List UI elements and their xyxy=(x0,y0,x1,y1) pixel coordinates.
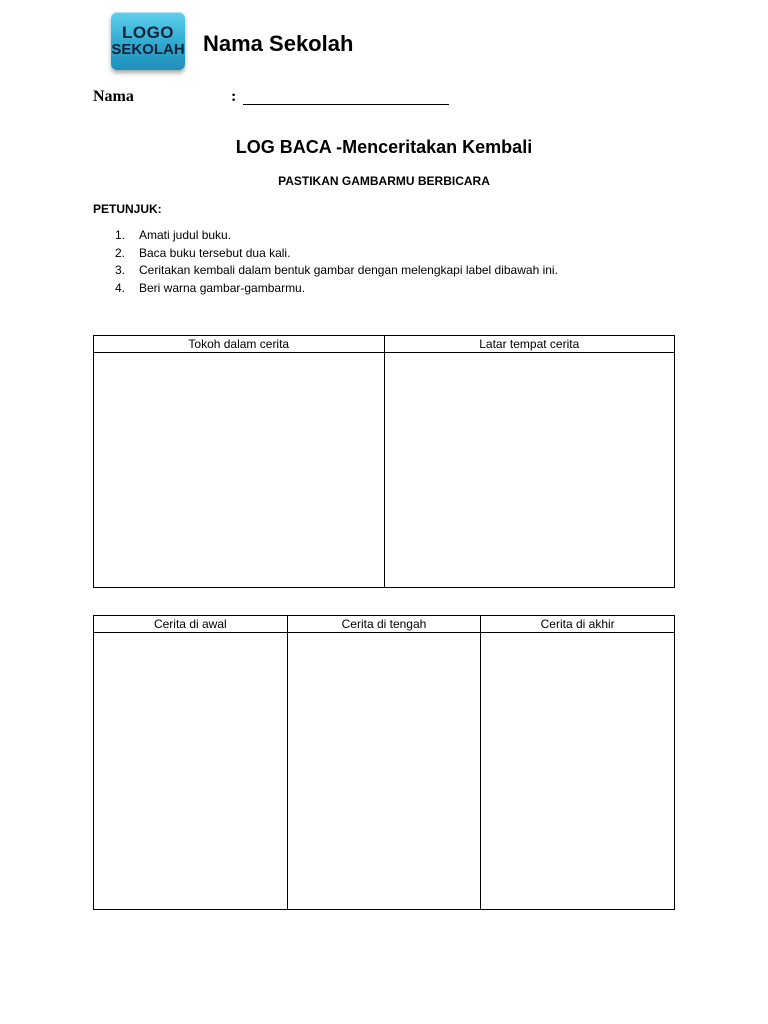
logo-text-line1: LOGO xyxy=(121,23,175,43)
drawing-box-end[interactable] xyxy=(481,633,675,910)
table-header-characters: Tokoh dalam cerita xyxy=(94,336,385,353)
table-header-beginning: Cerita di awal xyxy=(94,616,288,633)
list-item xyxy=(115,281,558,299)
list-item xyxy=(115,263,558,281)
drawing-box-middle[interactable] xyxy=(287,633,481,910)
story-sequence-table xyxy=(93,615,675,910)
step-text: Amati judul buku. xyxy=(139,228,232,242)
step-number: 3. xyxy=(115,263,126,277)
instructions-list xyxy=(115,228,558,298)
school-name: Nama Sekolah xyxy=(203,31,354,56)
table-header-end: Cerita di akhir xyxy=(481,616,675,633)
instructions-heading: PETUNJUK: xyxy=(93,202,162,216)
list-item xyxy=(115,228,558,246)
logo-text-line2: SEKOLAH xyxy=(111,41,185,59)
school-logo xyxy=(111,12,185,70)
step-number: 4. xyxy=(115,280,126,295)
step-text: Beri warna gambar-gambarmu. xyxy=(139,280,306,295)
drawing-box-characters[interactable] xyxy=(94,353,385,588)
name-colon: : xyxy=(231,88,237,105)
table-header-setting: Latar tempat cerita xyxy=(384,336,675,353)
step-number: 1. xyxy=(115,228,126,242)
table-header-middle: Cerita di tengah xyxy=(287,616,481,633)
name-field[interactable] xyxy=(93,88,453,108)
page-subtitle: PASTIKAN GAMBARMU BERBICARA xyxy=(278,174,490,188)
drawing-box-beginning[interactable] xyxy=(94,633,288,910)
list-item xyxy=(115,246,558,264)
drawing-box-setting[interactable] xyxy=(384,353,675,588)
name-blank-line[interactable] xyxy=(243,104,449,105)
step-number: 2. xyxy=(115,245,126,260)
step-text: Ceritakan kembali dalam bentuk gambar dengan melengkapi label dibawah ini. xyxy=(139,263,558,277)
page-title: LOG BACA -Menceritakan Kembali xyxy=(235,137,533,157)
name-label: Nama xyxy=(93,88,134,105)
characters-setting-table xyxy=(93,335,675,588)
step-text: Baca buku tersebut dua kali. xyxy=(139,245,291,260)
